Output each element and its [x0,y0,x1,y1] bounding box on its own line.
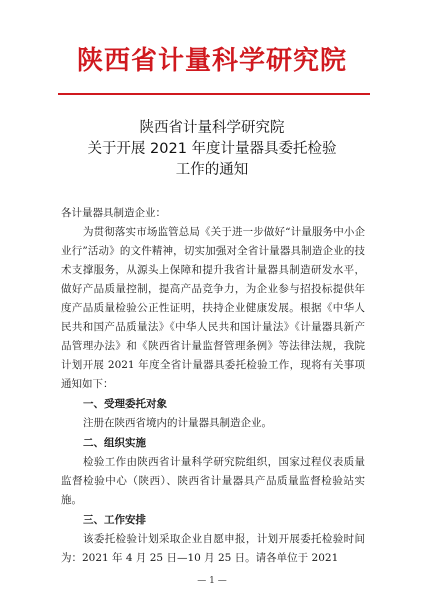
section-heading-recipients: 一、受理委托对象 [83,398,167,410]
notice-title [0,118,424,181]
document-body [61,204,365,568]
section-text-organization: 检验工作由陕西省计量科学研究院组织，国家过程仪表质量监督检验中心（陕西）、陕西省计量器具产品质量监督检验站实施。 [61,456,365,506]
notice-title-line-2: 关于开展 2021 年度计量器具委托检验 [87,141,337,157]
section-text-recipients: 注册在陕西省境内的计量器具制造企业。 [83,417,272,429]
notice-title-line-3: 工作的通知 [175,162,249,178]
intro-paragraph: 为贯彻落实市场监管总局《关于进一步做好“计量服务中小企业行”活动》的文件精神，切实加强对全省计量器具制造企业的技术支撑服务，从源头上保障和提升我省计量器具制造研发水平，做好产品质量控制，提高产品竞争力，为企业参与招投标提供年度产品质量检验公正性证明，扶持企业健康发展。根据《中华人民共和国产品质量法》《中华人民共和国计量法》《计量器具新产品管理办法》和《陕西省计量监督管理条例》等法律法规，我院计划开展 2021 年度全省计量器具委托检验工作，现将有关事项通知如下： [61,226,365,390]
section-heading-schedule: 三、工作安排 [83,514,146,526]
section-text-schedule: 该委托检验计划采取企业自愿申报，计划开展委托检验时间为：2021 年 4 月 25 日—10 月 25 日。请各单位于 2021 [61,533,365,564]
letterhead-title: 陕西省计量科学研究院 [76,46,347,76]
notice-title-line-1: 陕西省计量科学研究院 [139,120,285,136]
section-heading-organization: 二、组织实施 [83,437,146,449]
salutation: 各计量器具制造企业： [61,207,166,219]
letterhead-red-rule [58,93,370,95]
page-number: — 1 — [197,576,227,586]
